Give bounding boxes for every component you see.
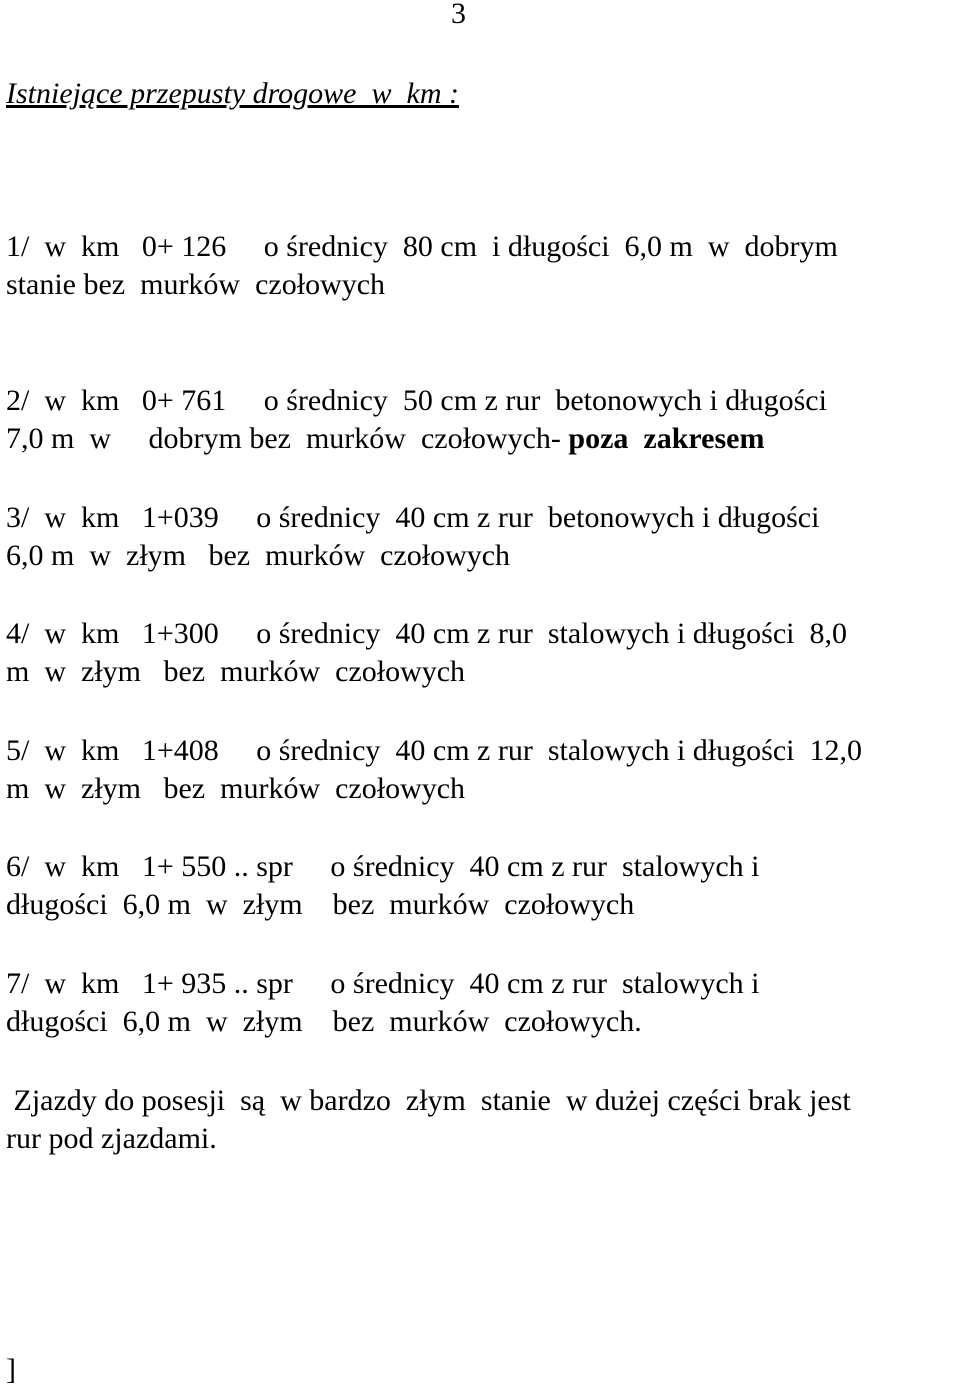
- culvert-item-4-line-1: 4/ w km 1+300 o średnicy 40 cm z rur stalowych i długości 8,0: [6, 617, 847, 650]
- culvert-item-3-line-1: 3/ w km 1+039 o średnicy 40 cm z rur betonowych i długości: [6, 501, 820, 534]
- culvert-item-5-line-2: m w złym bez murków czołowych: [6, 772, 466, 805]
- culvert-item-4-line-2: m w złym bez murków czołowych: [6, 655, 466, 688]
- culvert-item-3-line-2: 6,0 m w złym bez murków czołowych: [6, 539, 511, 572]
- culvert-item-2-line-1: 2/ w km 0+ 761 o średnicy 50 cm z rur betonowych i długości: [6, 384, 827, 417]
- culvert-item-6-line-1: 6/ w km 1+ 550 .. spr o średnicy 40 cm z rur stalowych i: [6, 850, 760, 883]
- culvert-item-5: [6, 732, 862, 808]
- culvert-item-5-line-1: 5/ w km 1+408 o średnicy 40 cm z rur stalowych i długości 12,0: [6, 734, 862, 767]
- culvert-item-2-line-2-text: 7,0 m w dobrym bez murków czołowych-: [6, 422, 569, 455]
- section-heading: Istniejące przepusty drogowe w km :: [6, 77, 459, 110]
- culvert-item-2: [6, 382, 827, 458]
- page-number: 3: [451, 0, 466, 30]
- out-of-scope-note: poza zakresem: [568, 422, 765, 455]
- culvert-item-7-line-2: długości 6,0 m w złym bez murków czołowych.: [6, 1005, 642, 1038]
- culvert-item-6: [6, 848, 759, 924]
- culvert-item-2-line-2: [6, 420, 827, 458]
- culvert-item-1: [6, 228, 838, 304]
- closing-paragraph: [6, 1082, 851, 1158]
- culvert-item-7: [6, 965, 759, 1041]
- culvert-item-7-line-1: 7/ w km 1+ 935 .. spr o średnicy 40 cm z rur stalowych i: [6, 967, 760, 1000]
- culvert-item-3: [6, 499, 819, 575]
- closing-line-1: Zjazdy do posesji są w bardzo złym stanie w dużej części brak jest: [6, 1084, 851, 1117]
- culvert-item-1-line-1: 1/ w km 0+ 126 o średnicy 80 cm i długości 6,0 m w dobrym: [6, 230, 838, 263]
- closing-line-2: rur pod zjazdami.: [6, 1122, 217, 1155]
- trailing-bracket: ]: [6, 1353, 16, 1386]
- culvert-item-1-line-2: stanie bez murków czołowych: [6, 268, 386, 301]
- culvert-item-6-line-2: długości 6,0 m w złym bez murków czołowych: [6, 888, 635, 921]
- culvert-item-4: [6, 615, 847, 691]
